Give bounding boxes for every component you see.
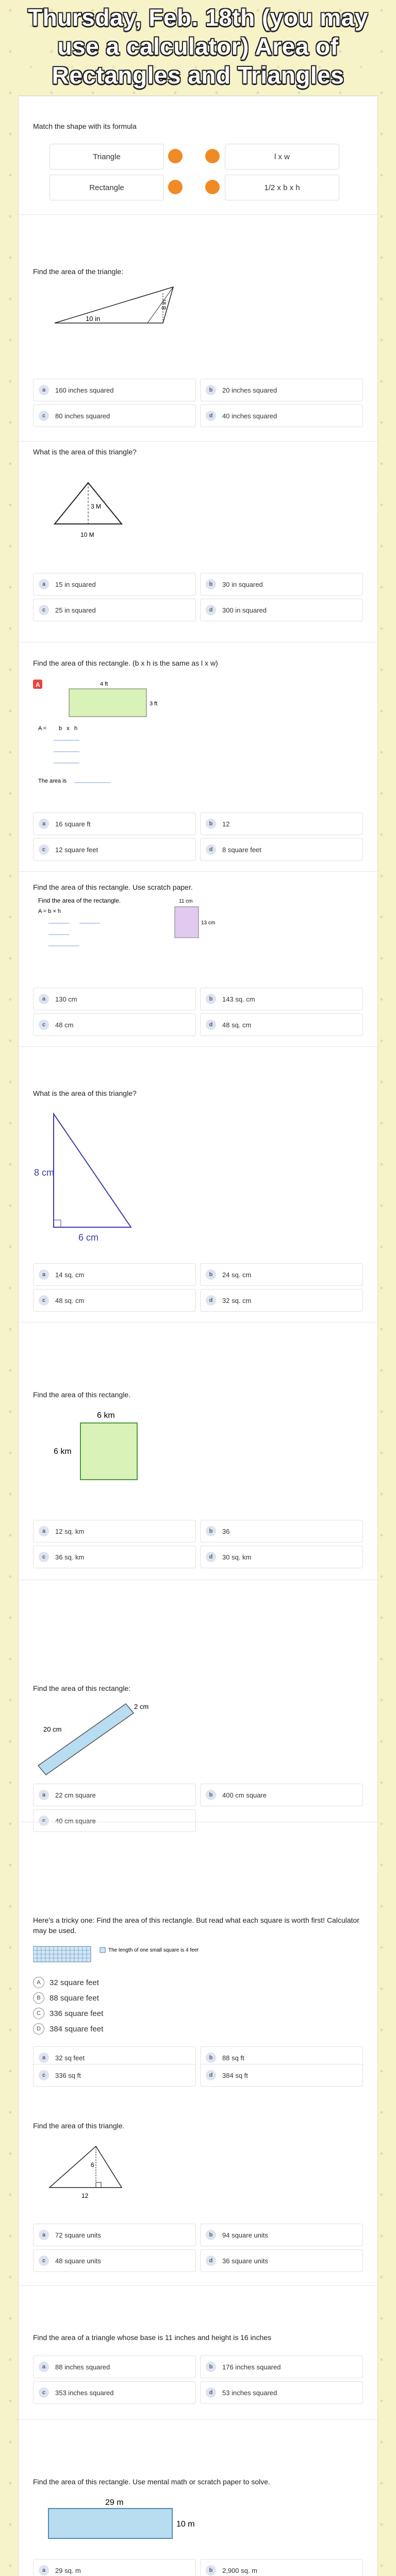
long-label: 20 cm: [43, 1725, 62, 1733]
option-text: 48 square units: [55, 2257, 101, 2265]
question-5: [19, 871, 377, 1047]
question-10: [19, 2064, 377, 2285]
question-prompt: Here's a tricky one: Find the area of this rectangle. But read what each square is worth first! Calculator may be used.: [33, 1916, 359, 1935]
answer-row: [33, 2559, 363, 2576]
option-letter: c: [39, 411, 49, 421]
formula-label: b x h: [59, 725, 78, 732]
option-letter: a: [39, 579, 49, 589]
option-letter: b: [206, 1526, 216, 1536]
match-dot[interactable]: [168, 149, 183, 163]
answer-option[interactable]: [200, 812, 363, 835]
option-letter: b: [206, 1790, 216, 1800]
question-prompt: Find the area of this rectangle. Use scratch paper.: [33, 883, 193, 891]
option-letter: b: [206, 2053, 216, 2063]
question-prompt: Find the area of this triangle.: [33, 2122, 125, 2130]
option-letter: a: [39, 1269, 49, 1280]
option-letter: c: [39, 2070, 49, 2080]
top-label: 29 m: [105, 2498, 124, 2507]
match-formula[interactable]: 1/2 x b x h: [225, 175, 339, 200]
answer-option[interactable]: [200, 1784, 363, 1806]
option-text: 53 inches squared: [222, 2388, 277, 2397]
match-formula[interactable]: l x w: [225, 144, 339, 170]
answer-option[interactable]: [33, 2249, 196, 2272]
question-prompt: Find the area of the triangle:: [33, 267, 124, 276]
option-text: 94 square units: [222, 2231, 268, 2239]
option-letter: c: [39, 605, 49, 615]
question-9: [19, 1822, 377, 2064]
side-label: 10 m: [176, 2520, 195, 2529]
question-8: [19, 1580, 377, 1825]
triangle-figure: [44, 462, 158, 542]
option-text: 176 inches squared: [222, 2363, 281, 2371]
question-7: [19, 1322, 377, 1580]
a-label: A =: [38, 725, 47, 732]
triangle-figure: [44, 2136, 147, 2211]
option-text: 12 square feet: [55, 845, 98, 854]
answer-option[interactable]: [200, 573, 363, 596]
base-label: 10 in: [86, 315, 101, 323]
answer-option[interactable]: [200, 2224, 363, 2246]
option-letter: d: [206, 2256, 216, 2266]
short-label: 2 cm: [134, 1703, 149, 1710]
option-letter: c: [39, 1816, 49, 1826]
option-letter: c: [39, 1295, 49, 1306]
option-letter: c: [39, 2387, 49, 2398]
height-label: 3 M: [91, 503, 102, 510]
answer-option[interactable]: [200, 379, 363, 401]
answer-row: [33, 2064, 363, 2087]
choice-line: B 88 square feet: [33, 1992, 99, 2004]
question-prompt: Find the area of this rectangle. (b x h is the same as l x w): [33, 659, 218, 667]
answer-option[interactable]: [200, 838, 363, 861]
answer-option[interactable]: [33, 838, 196, 861]
answer-option[interactable]: [200, 2355, 363, 2378]
answer-option[interactable]: [33, 2064, 196, 2087]
option-letter: b: [206, 2230, 216, 2240]
question-11: [19, 2285, 377, 2420]
match-row[interactable]: [50, 144, 338, 168]
option-letter: a: [39, 1526, 49, 1536]
option-text: 48 cm: [55, 1021, 74, 1029]
answer-option[interactable]: [33, 2381, 196, 2404]
option-letter: d: [206, 1020, 216, 1030]
question-3: [19, 441, 377, 642]
option-letter: d: [206, 2387, 216, 2398]
answer-option[interactable]: [200, 1520, 363, 1543]
option-letter: a: [39, 1790, 49, 1800]
rectangle-worksheet-figure: [33, 895, 239, 965]
option-text: 16 square ft: [55, 820, 91, 828]
answer-option[interactable]: [200, 599, 363, 621]
top-label: 11 cm: [179, 899, 193, 904]
answer-row: [33, 1520, 363, 1543]
option-letter: a: [39, 385, 49, 395]
answer-option[interactable]: [33, 599, 196, 621]
option-text: 353 inches squared: [55, 2388, 114, 2397]
slanted-rectangle-figure: [33, 1699, 167, 1784]
answer-row: [33, 2381, 363, 2404]
base-label: 12: [81, 2192, 89, 2199]
choice-line: D 384 square feet: [33, 2023, 103, 2035]
option-letter: c: [39, 2256, 49, 2266]
base-label: 10 M: [80, 531, 94, 538]
answer-option[interactable]: [200, 1013, 363, 1036]
height-label: 8 in: [160, 299, 168, 310]
question-prompt: What is the area of this triangle?: [33, 448, 137, 456]
option-text: 8 square feet: [222, 845, 261, 854]
answer-option[interactable]: [33, 812, 196, 835]
option-text: 32 sq feet: [55, 2054, 85, 2062]
answer-row: [33, 404, 363, 427]
side-label: 13 cm: [201, 920, 216, 926]
option-text: 20 inches squared: [222, 386, 277, 394]
option-text: 29 sq. m: [55, 2566, 81, 2574]
option-text: 143 sq. cm: [222, 995, 255, 1003]
answer-row: [33, 379, 363, 401]
option-text: 40 inches squared: [222, 412, 277, 420]
rectangle-figure: [33, 2497, 208, 2546]
option-letter: d: [206, 1552, 216, 1562]
option-text: 24 sq. cm: [222, 1270, 252, 1279]
base-label: 6 cm: [78, 1232, 99, 1243]
answer-row: [33, 1546, 363, 1568]
option-text: 336 sq ft: [55, 2071, 81, 2079]
option-text: 12 sq. km: [55, 1527, 85, 1535]
rectangle-worksheet-figure: [33, 673, 188, 794]
option-text: 25 in squared: [55, 606, 96, 614]
option-text: 14 sq. cm: [55, 1270, 85, 1279]
option-letter: b: [206, 385, 216, 395]
answer-row: [33, 2249, 363, 2272]
answer-row: [33, 573, 363, 596]
answer-option[interactable]: [33, 1013, 196, 1036]
option-text: 36 sq. km: [55, 1553, 85, 1561]
option-letter: b: [206, 994, 216, 1004]
question-6: [19, 1046, 377, 1323]
option-text: 32 sq. cm: [222, 1296, 252, 1304]
answer-option[interactable]: [200, 1263, 363, 1286]
answer-option[interactable]: [200, 2381, 363, 2404]
answer-row: [33, 838, 363, 861]
option-letter: a: [39, 994, 49, 1004]
option-letter: d: [206, 844, 216, 855]
option-letter: d: [206, 411, 216, 421]
option-text: 80 inches squared: [55, 412, 110, 420]
answer-row: [33, 1263, 363, 1286]
answer-option[interactable]: [200, 1546, 363, 1568]
answer-option[interactable]: [200, 2249, 363, 2272]
worksheet-body: [19, 96, 377, 2576]
answer-row: [33, 1784, 363, 1806]
question-prompt: What is the area of this triangle?: [33, 1089, 137, 1097]
option-letter: d: [206, 605, 216, 615]
answer-option[interactable]: [33, 379, 196, 401]
triangle-figure: [50, 282, 184, 331]
question-prompt: Find the area of this rectangle. Use mental math or scratch paper to solve.: [33, 2478, 270, 2486]
option-text: 36: [222, 1527, 230, 1535]
answer-option[interactable]: [200, 404, 363, 427]
answer-row: [33, 2224, 363, 2246]
area-text: The area is: [38, 778, 67, 784]
option-letter: b: [206, 1269, 216, 1280]
answer-option[interactable]: [33, 2224, 196, 2246]
answer-row: [33, 812, 363, 835]
top-label: 4 ft: [100, 681, 108, 687]
option-letter: a: [39, 2362, 49, 2372]
option-text: 400 cm square: [222, 1791, 267, 1799]
option-text: 30 in squared: [222, 580, 263, 588]
match-dot[interactable]: [205, 180, 220, 194]
answer-option[interactable]: [200, 2064, 363, 2087]
match-term[interactable]: Triangle: [50, 144, 164, 170]
grid-rectangle-figure: [33, 1943, 198, 1977]
option-letter: b: [206, 2565, 216, 2575]
option-text: 48 sq. cm: [222, 1021, 252, 1029]
option-text: 30 sq. km: [222, 1553, 252, 1561]
match-dot[interactable]: [168, 180, 183, 194]
option-text: 15 in squared: [55, 580, 96, 588]
match-row[interactable]: [50, 175, 338, 199]
svg-text:A: A: [36, 681, 40, 688]
answer-row: [33, 2355, 363, 2378]
side-label: 6: [91, 2161, 94, 2168]
question-prompt: Find the area of this rectangle:: [33, 1684, 131, 1692]
option-letter: c: [39, 1020, 49, 1030]
answer-option[interactable]: [33, 1289, 196, 1312]
option-letter: a: [39, 2230, 49, 2240]
answer-option[interactable]: [200, 988, 363, 1010]
answer-row: [33, 1013, 363, 1036]
top-label: 6 km: [97, 1411, 115, 1420]
answer-row: [33, 1289, 363, 1312]
answer-row: [33, 988, 363, 1010]
option-letter: d: [206, 2070, 216, 2080]
answer-option[interactable]: [33, 2355, 196, 2378]
option-text: 384 sq ft: [222, 2071, 248, 2079]
question-1: [19, 96, 377, 215]
option-text: 300 in squared: [222, 606, 267, 614]
option-text: 36 square units: [222, 2257, 268, 2265]
answer-option[interactable]: [33, 1520, 196, 1543]
answer-option[interactable]: [33, 1263, 196, 1286]
side-label: 8 cm: [34, 1167, 55, 1178]
square-figure: [44, 1408, 147, 1493]
question-prompt: Match the shape with its formula: [33, 122, 137, 130]
answer-option[interactable]: [33, 573, 196, 596]
question-4: [19, 642, 377, 872]
question-prompt: Find the area of a triangle whose base is 11 inches and height is 16 inches: [33, 2333, 272, 2342]
option-letter: a: [39, 819, 49, 829]
answer-option[interactable]: [200, 2559, 363, 2576]
option-text: 12: [222, 820, 230, 828]
option-letter: a: [39, 2565, 49, 2575]
option-text: 48 sq. cm: [55, 1296, 85, 1304]
option-letter: a: [39, 2053, 49, 2063]
option-text: 88 sq ft: [222, 2054, 244, 2062]
answer-row: [33, 599, 363, 621]
option-text: 72 square units: [55, 2231, 101, 2239]
answer-option[interactable]: [33, 404, 196, 427]
choice-line: C 336 square feet: [33, 2008, 103, 2019]
triangle-figure: [33, 1104, 157, 1250]
option-text: 22 cm square: [55, 1791, 96, 1799]
choice-line: A 32 square feet: [33, 1977, 99, 1988]
question-prompt: Find the area of this rectangle.: [33, 1391, 131, 1399]
title-banner: [0, 0, 396, 96]
option-text: 160 inches squared: [55, 386, 114, 394]
option-letter: c: [39, 844, 49, 855]
option-letter: c: [39, 1552, 49, 1562]
answer-option[interactable]: [33, 988, 196, 1010]
answer-option[interactable]: [33, 2559, 196, 2576]
option-text: 88 inches squared: [55, 2363, 110, 2371]
answer-option[interactable]: [200, 1289, 363, 1312]
grid-legend: The length of one small square is 4 feet: [108, 1947, 198, 1953]
a-label: A = b × h: [38, 908, 61, 914]
match-dot[interactable]: [205, 149, 220, 163]
question-2: [19, 214, 377, 442]
option-letter: b: [206, 819, 216, 829]
side-label: 3 ft: [150, 701, 158, 707]
option-letter: b: [206, 2362, 216, 2372]
inner-prompt: Find the area of the rectangle.: [38, 897, 121, 904]
page-title: Thursday, Feb. 18th (you may use a calculator) Area of Rectangles and Triangles: [28, 4, 368, 89]
match-term[interactable]: Rectangle: [50, 175, 164, 200]
option-text: 2,900 sq. m: [222, 2566, 257, 2574]
answer-option[interactable]: [33, 1546, 196, 1568]
question-12: [19, 2419, 377, 2576]
answer-option[interactable]: [33, 1784, 196, 1806]
option-letter: b: [206, 579, 216, 589]
option-text: 40 cm square: [55, 1817, 96, 1825]
option-letter: d: [206, 1295, 216, 1306]
option-text: 130 cm: [55, 995, 77, 1003]
side-label: 6 km: [54, 1447, 72, 1456]
